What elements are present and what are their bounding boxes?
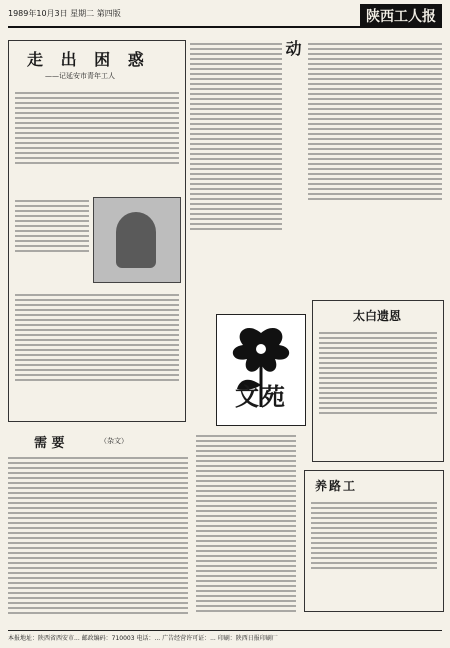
bottom-right-box [304,470,444,612]
essay-title: 需 要 [34,436,65,451]
essay-subtitle: （杂文） [100,437,128,445]
main-article-subtitle: ——记延安市青年工人 [45,72,115,80]
middle-column-text [190,40,282,310]
main-article-body-3 [15,291,179,416]
main-article-title: 走 出 困 惑 [27,50,150,69]
essay-body [8,454,188,614]
center-art-block [216,314,306,426]
middle-bottom-text [196,432,296,612]
bottom-article-body [311,499,437,605]
right-feature-box [312,300,444,462]
portrait-photo [93,197,181,283]
date-line: 1989年10月3日 星期二 第四版 [8,9,121,18]
right-box-body [319,329,437,455]
bottom-article-title: 养路工 [315,479,358,493]
masthead: 陕西工人报 [360,4,442,28]
main-article-body [15,89,179,189]
main-article [8,40,186,422]
poem-title: 动 [283,40,302,56]
footer: 本报地址：陕西省西安市... 邮政编码：710003 电话：... 广告经营许可证：... 印刷：陕西日报印刷厂 [8,630,442,642]
poem-body [308,40,442,270]
main-article-body-2 [15,197,89,287]
right-box-title: 太白遗恩 [353,309,402,323]
center-art-title: 文苑 [235,382,287,411]
newspaper-header [8,4,442,28]
